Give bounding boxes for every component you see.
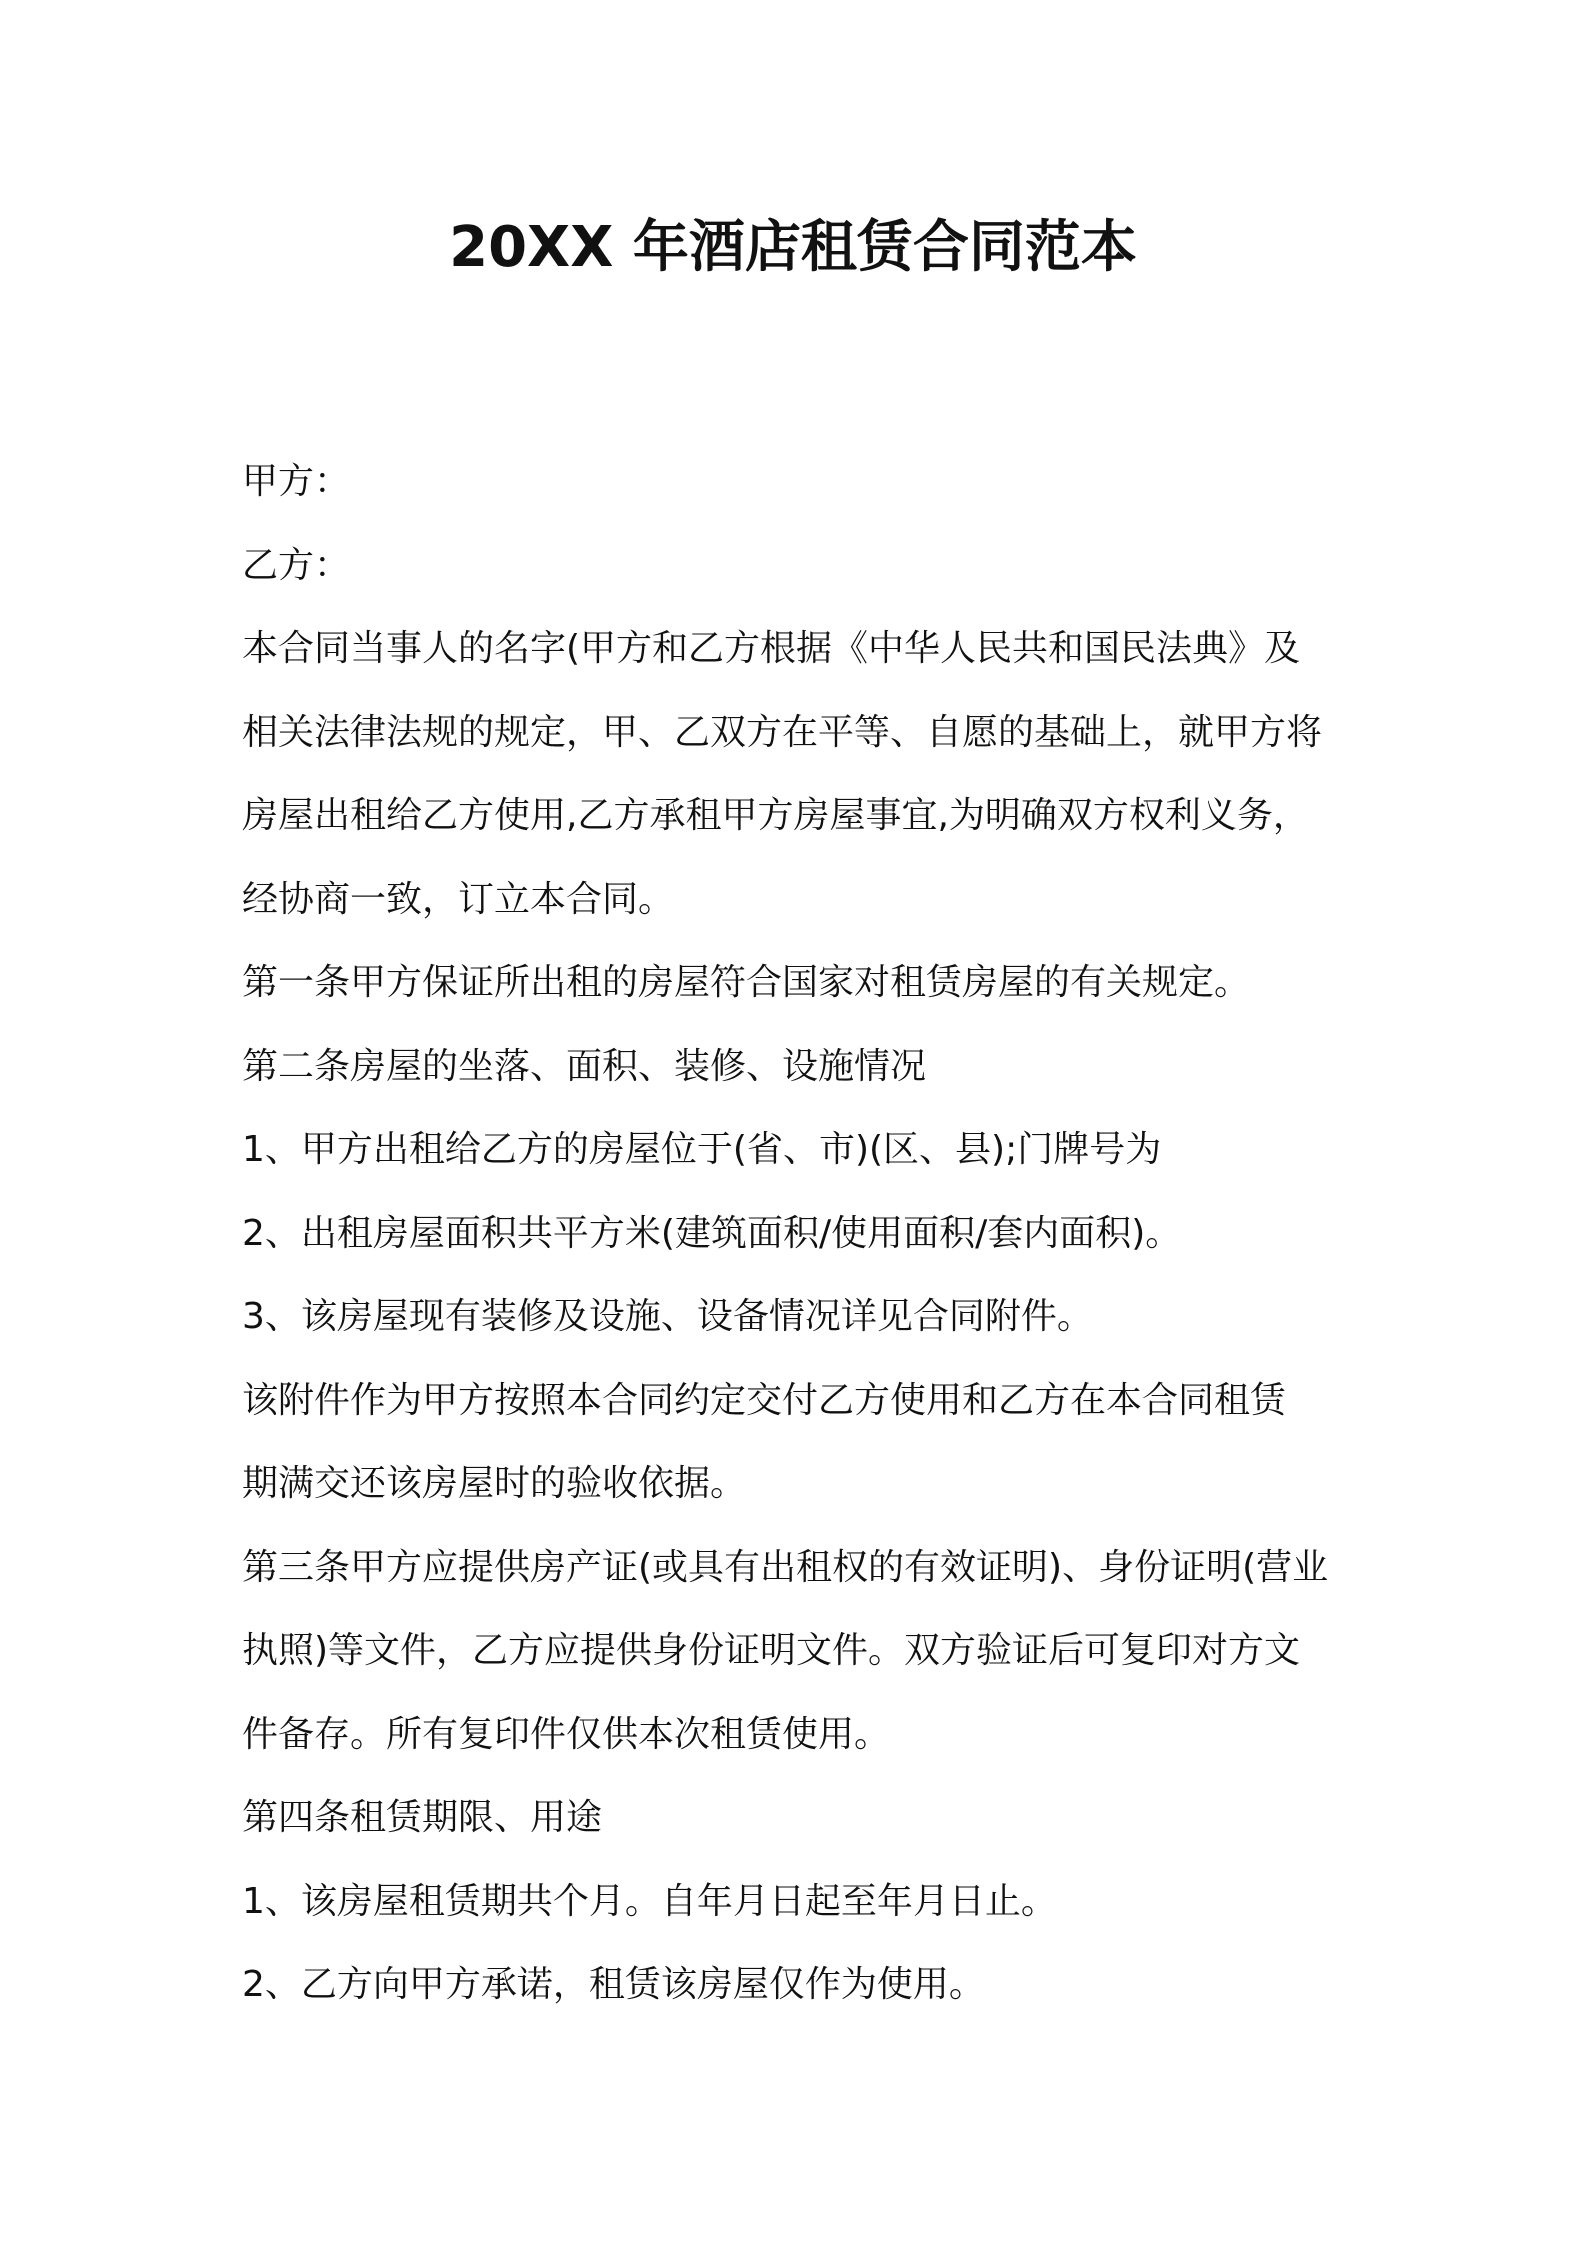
article-3-line: 件备存。所有复印件仅供本次租赁使用。: [242, 1713, 891, 1755]
article-2-item: 2、出租房屋面积共平方米(建筑面积/使用面积/套内面积)。: [242, 1212, 1182, 1254]
article-2-heading: 第二条房屋的坐落、面积、装修、设施情况: [242, 1045, 927, 1087]
attachment-note-line: 该附件作为甲方按照本合同约定交付乙方使用和乙方在本合同租赁: [242, 1379, 1287, 1421]
article-1-line: 第一条甲方保证所出租的房屋符合国家对租赁房屋的有关规定。: [242, 962, 1251, 1003]
party-b-line: 乙方：: [242, 544, 351, 586]
article-4-heading: 第四条租赁期限、用途: [242, 1797, 603, 1838]
preamble-line: 房屋出租给乙方使用,乙方承租甲方房屋事宜,为明确双方权利义务，: [242, 795, 1309, 836]
article-4-item: 1、该房屋租赁期共个月。自年月日起至年月日止。: [242, 1880, 1057, 1922]
attachment-note-line: 期满交还该房屋时的验收依据。: [242, 1463, 747, 1504]
article-3-line: 执照)等文件，乙方应提供身份证明文件。双方验证后可复印对方文: [242, 1630, 1301, 1671]
party-a-line: 甲方：: [242, 461, 351, 502]
article-2-item: 3、该房屋现有装修及设施、设备情况详见合同附件。: [242, 1296, 1093, 1337]
preamble-line: 相关法律法规的规定，甲、乙双方在平等、自愿的基础上，就甲方将: [242, 711, 1323, 753]
article-4-item: 2、乙方向甲方承诺，租赁该房屋仅作为使用。: [242, 1964, 985, 2005]
article-3-line: 第三条甲方应提供房产证(或具有出租权的有效证明)、身份证明(营业: [242, 1546, 1329, 1588]
preamble-line: 经协商一致，订立本合同。: [242, 878, 675, 920]
document-title: 20XX 年酒店租赁合同范本: [449, 215, 1137, 280]
preamble-line: 本合同当事人的名字(甲方和乙方根据《中华人民共和国民法典》及: [242, 628, 1301, 669]
document-body: [242, 440, 1362, 2027]
article-2-item: 1、甲方出租给乙方的房屋位于(省、市)(区、县);门牌号为: [242, 1129, 1162, 1170]
